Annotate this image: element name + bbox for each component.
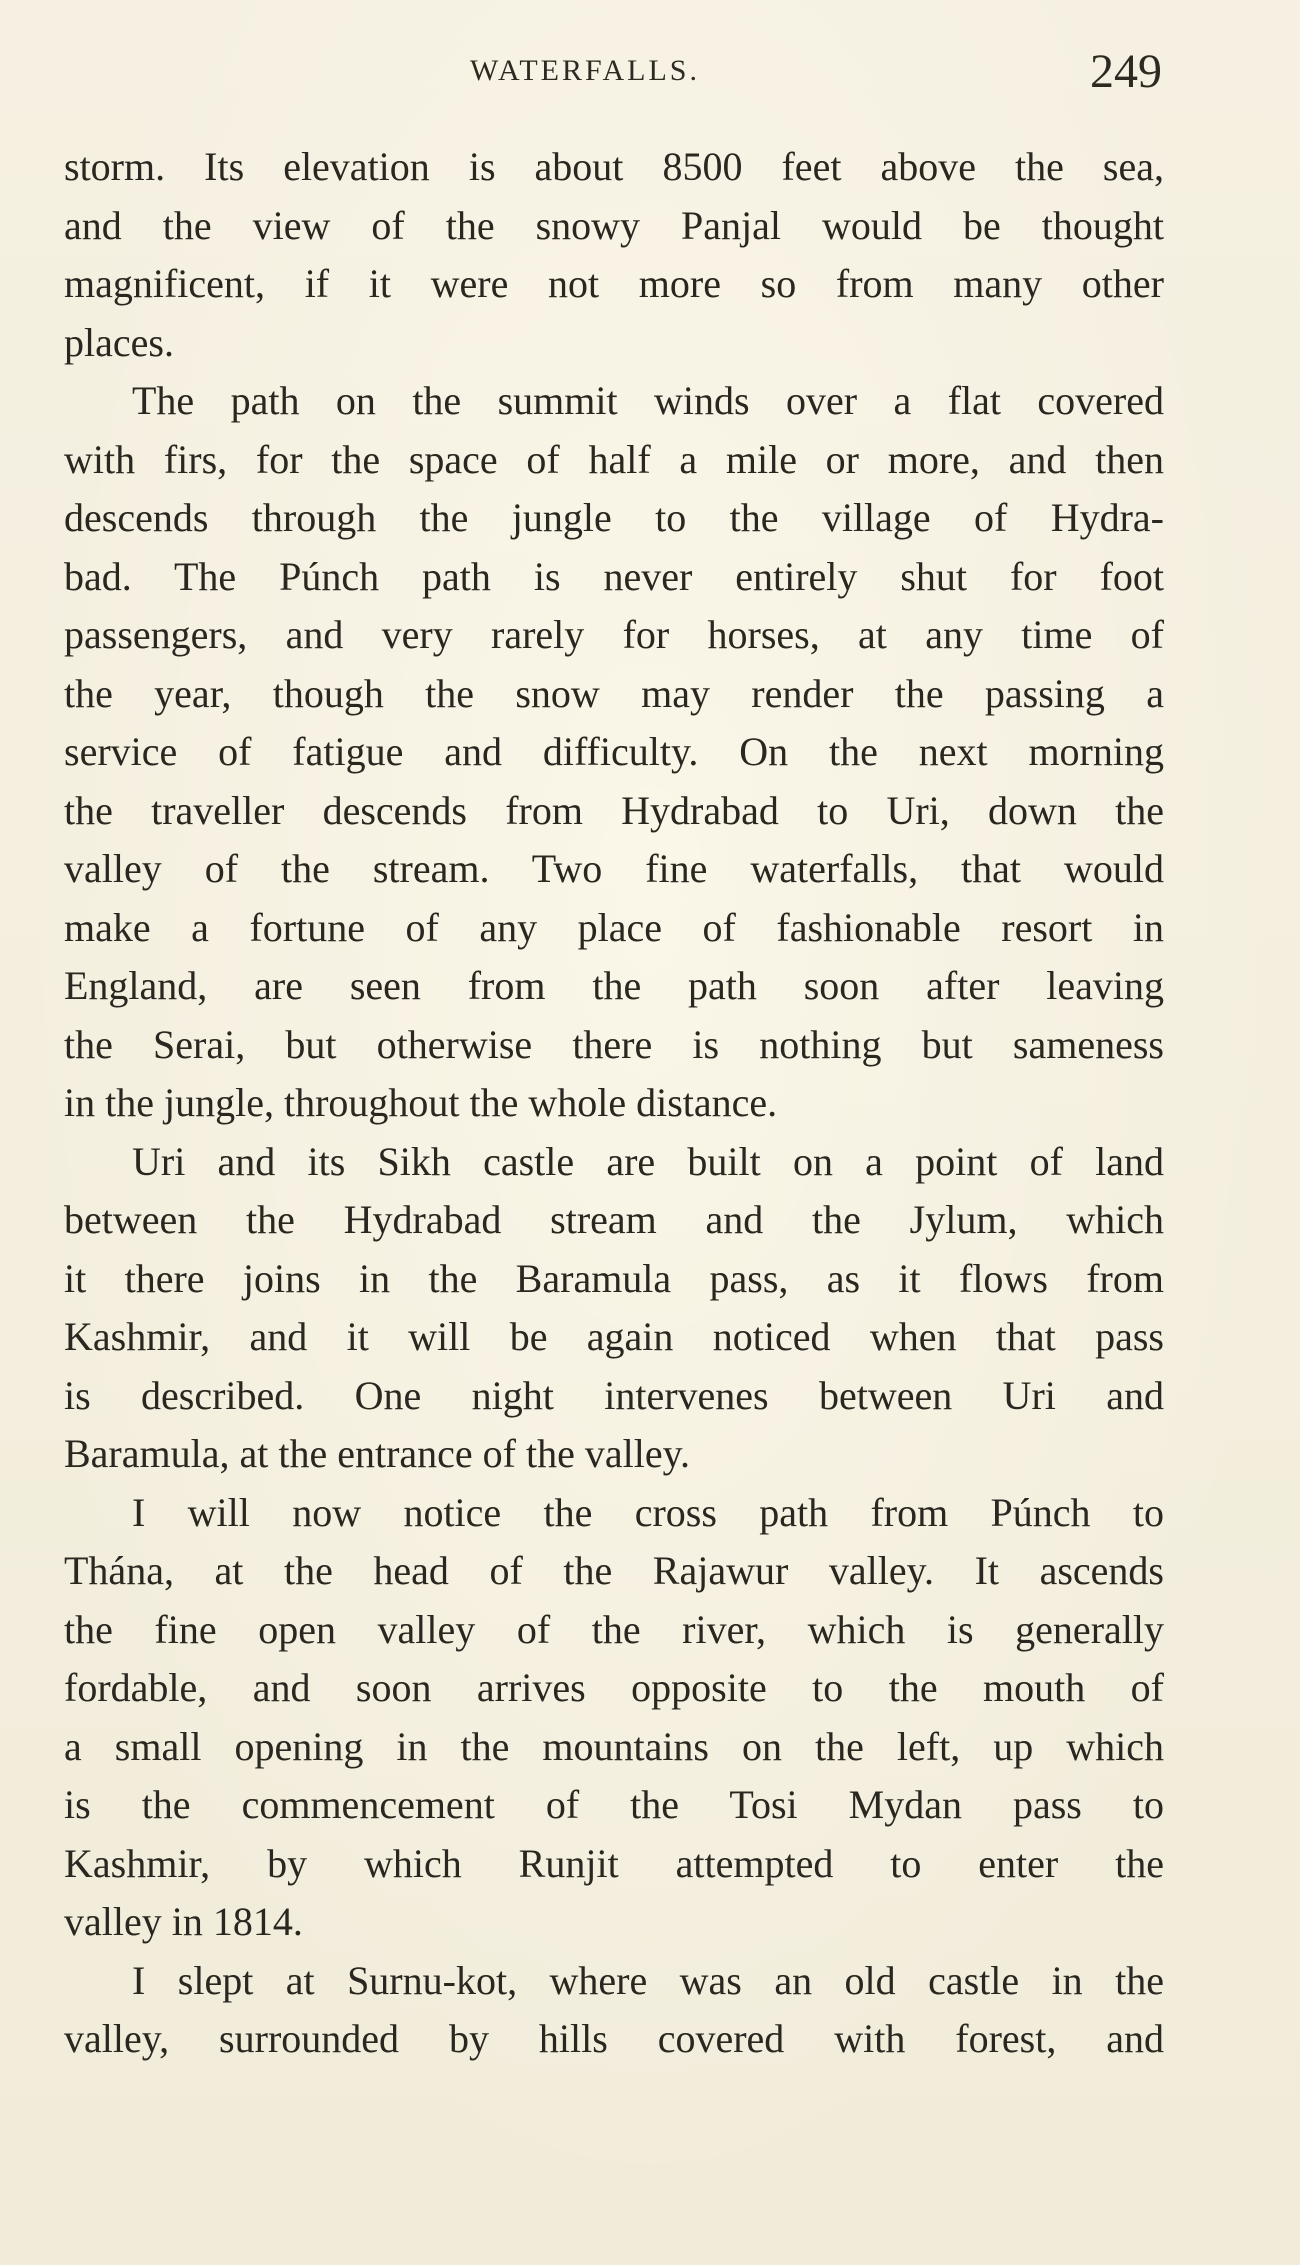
text-line: and the view of the snowy Panjal would be thought	[64, 202, 1164, 248]
text-line: is described. One night intervenes between Uri and	[64, 1372, 1164, 1418]
page-number: 249	[1090, 45, 1162, 98]
text-line: with firs, for the space of half a mile or more, and then	[64, 436, 1164, 482]
text-line: valley in 1814.	[64, 1899, 303, 1944]
text-line: valley of the stream. Two fine waterfalls, that would	[64, 846, 1164, 891]
text-line: a small opening in the mountains on the left, up which	[64, 1723, 1164, 1769]
text-line: the Serai, but otherwise there is nothing but sameness	[64, 1021, 1164, 1067]
running-head	[0, 45, 1300, 108]
text-line: Kashmir, and it will be again noticed when that pass	[64, 1314, 1164, 1359]
text-line: it there joins in the Baramula pass, as it flows from	[64, 1255, 1164, 1301]
text-line: the fine open valley of the river, which is generally	[64, 1606, 1164, 1652]
running-title: WATERFALLS.	[470, 54, 700, 87]
text-line: magnificent, if it were not more so from many other	[64, 261, 1164, 306]
text-line: descends through the jungle to the village of Hydra-	[64, 495, 1164, 540]
text-line: in the jungle, throughout the whole distance.	[64, 1080, 778, 1125]
text-line: the traveller descends from Hydrabad to Uri, down the	[64, 787, 1164, 833]
text-line: Thána, at the head of the Rajawur valley. It ascends	[64, 1548, 1164, 1593]
text-line: Baramula, at the entrance of the valley.	[64, 1431, 690, 1476]
text-line: Uri and its Sikh castle are built on a point of land	[132, 1138, 1164, 1184]
text-line: passengers, and very rarely for horses, at any time of	[64, 612, 1164, 657]
text-line: I slept at Surnu-kot, where was an old castle in the	[132, 1957, 1164, 2003]
text-line: I will now notice the cross path from Púnch to	[132, 1489, 1164, 1535]
text-line: storm. Its elevation is about 8500 feet above the sea,	[64, 144, 1164, 189]
text-line: make a fortune of any place of fashionable resort in	[64, 904, 1164, 950]
body-text	[64, 138, 1164, 2069]
text-line: between the Hydrabad stream and the Jylum, which	[64, 1197, 1164, 1242]
text-line: Kashmir, by which Runjit attempted to enter the	[64, 1840, 1164, 1886]
text-line: The path on the summit winds over a flat covered	[132, 378, 1164, 423]
text-line: the year, though the snow may render the passing a	[64, 670, 1164, 716]
text-line: bad. The Púnch path is never entirely shut for foot	[64, 553, 1164, 599]
text-line: valley, surrounded by hills covered with forest, and	[64, 2016, 1164, 2061]
text-line: England, are seen from the path soon after leaving	[64, 963, 1164, 1008]
text-line: is the commencement of the Tosi Mydan pass to	[64, 1782, 1164, 1827]
text-line: service of fatigue and difficulty. On the next morning	[64, 729, 1164, 774]
text-line: fordable, and soon arrives opposite to the mouth of	[64, 1665, 1164, 1710]
text-line: places.	[64, 319, 174, 365]
